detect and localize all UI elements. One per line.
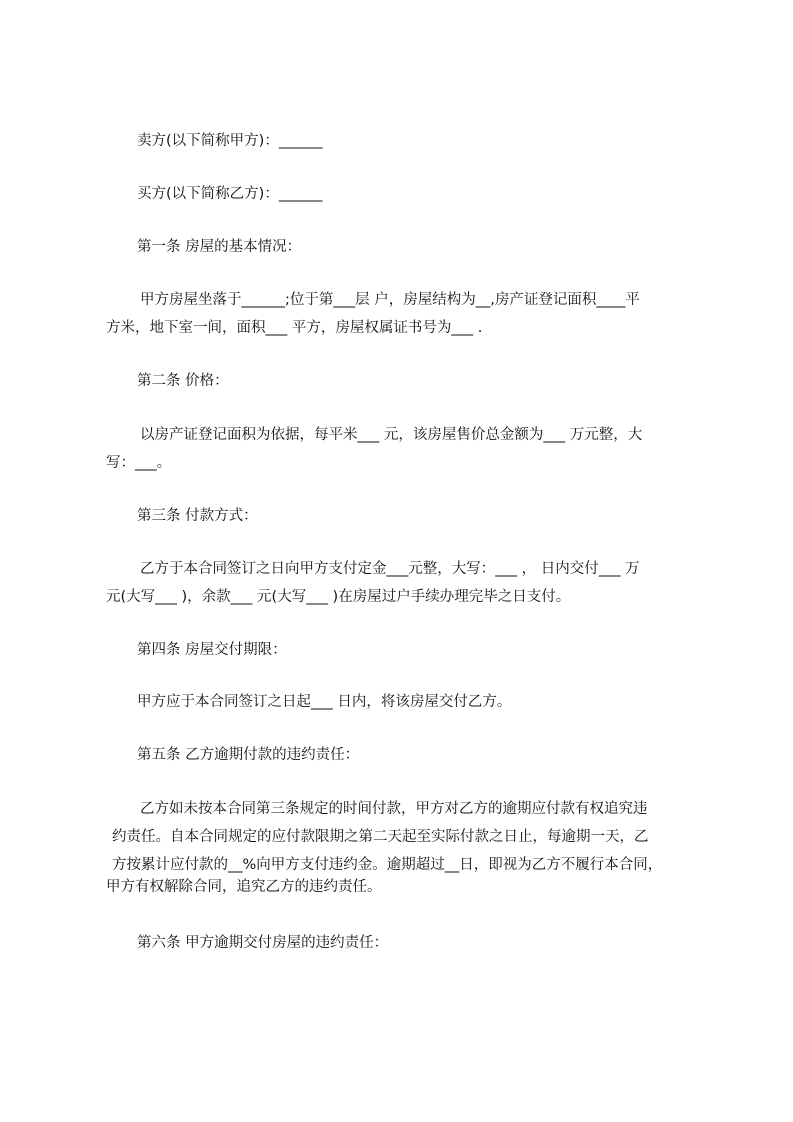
article-3-body-line-1: 乙方于本合同签订之日向甲方支付定金___元整，大写：___ ， 日内交付___ 万 — [140, 561, 640, 577]
article-4-title: 第四条 房屋交付期限： — [137, 642, 287, 658]
article-3-title: 第三条 付款方式： — [137, 508, 258, 524]
article-6-title: 第六条 甲方逾期交付房屋的违约责任： — [137, 935, 389, 951]
article-5-body-line-3: 方按累计应付款的__%向甲方支付违约金。逾期超过__日，即视为乙方不履行本合同， — [112, 857, 663, 873]
article-4-body: 甲方应于本合同签订之日起___ 日内，将该房屋交付乙方。 — [137, 694, 512, 710]
article-5-body-line-1: 乙方如未按本合同第三条规定的时间付款，甲方对乙方的逾期应付款有权追究违 — [140, 801, 648, 817]
article-2-title: 第二条 价格： — [137, 373, 229, 389]
article-1-body-line-1: 甲方房屋坐落于______;位于第___层 户，房屋结构为__,房产证登记面积____平 — [140, 292, 640, 308]
article-1-body-line-2: 方米，地下室一间，面积___ 平方，房屋权属证书号为___ . — [106, 320, 483, 336]
article-5-body-line-2: 约责任。自本合同规定的应付款限期之第二天起至实际付款之日止，每逾期一天，乙 — [112, 829, 649, 845]
buyer-line: 买方(以下简称乙方)：______ — [137, 186, 323, 202]
article-3-body-line-2: 元(大写___ )，余款___ 元(大写___ )在房屋过户手续办理完毕之日支付。 — [106, 589, 571, 605]
article-2-body-line-1: 以房产证登记面积为依据，每平米___ 元，该房屋售价总金额为___ 万元整，大 — [140, 427, 643, 443]
article-2-body-line-2: 写：___。 — [106, 455, 172, 471]
article-5-title: 第五条 乙方逾期付款的违约责任： — [137, 747, 360, 763]
article-1-title: 第一条 房屋的基本情况： — [137, 239, 302, 255]
article-5-body-line-4: 甲方有权解除合同，追究乙方的违约责任。 — [106, 879, 382, 895]
seller-line: 卖方(以下简称甲方)：______ — [137, 133, 323, 149]
